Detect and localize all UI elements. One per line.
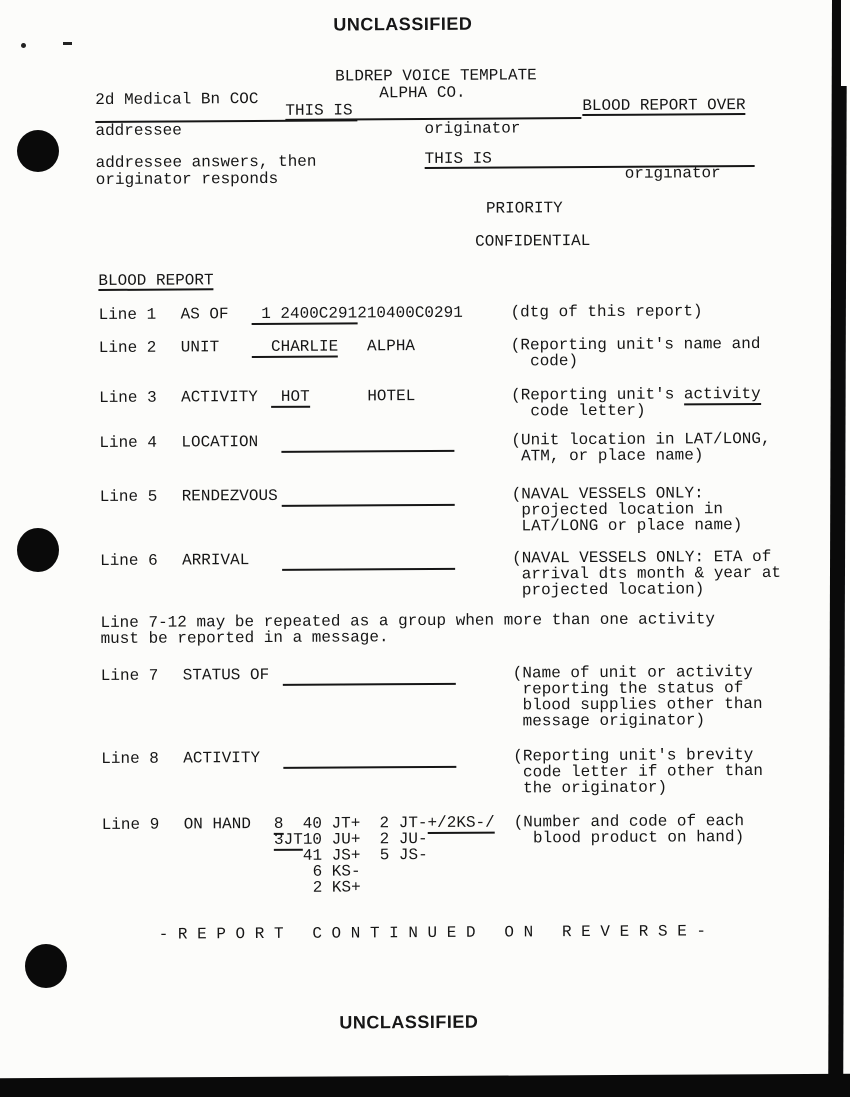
entry-text: the originator) (513, 778, 668, 798)
addressee-value: 2d Medical Bn COC (95, 90, 259, 110)
report-line-5 (99, 484, 790, 536)
template-title: BLDREP VOICE TEMPLATE (335, 66, 537, 86)
repeat-note-line-1: Line 7-12 may be repeated as a group when more than one activity (100, 610, 715, 632)
entry-text: 40 JT+ 2 JT- (283, 813, 428, 833)
entry-text (252, 388, 271, 406)
entry-text: reporting the status of (512, 679, 744, 699)
line-number-label: Line 6 (100, 551, 158, 570)
line-number-label: Line 3 (99, 388, 157, 407)
this-is-line-1: THIS IS (285, 101, 581, 121)
field-description-line (511, 353, 578, 369)
scan-speck-dot (21, 43, 26, 48)
field-description-line (512, 581, 704, 598)
entry-text: 2 KS+ (255, 878, 361, 898)
originator-caption: originator (424, 119, 521, 138)
entry-text: LAT/LONG or place name) (511, 516, 743, 536)
field-name-label: ON HAND (183, 815, 251, 834)
entry-text: (Reporting unit's brevity (513, 745, 754, 766)
entry-value-row (255, 879, 361, 896)
entry-text: projected location in (511, 500, 724, 520)
scan-edge-right-notch (841, 0, 850, 86)
entry-text: (Name of unit or activity (512, 663, 753, 683)
field-name-label: UNIT (180, 338, 220, 357)
line-number-label: Line 1 (98, 305, 157, 324)
hole-punch-bottom (25, 944, 67, 988)
report-line-7 (100, 663, 791, 731)
entry-underlined-text (283, 748, 456, 769)
field-name-label: RENDEZVOUS (181, 486, 278, 506)
entry-text: code letter if other than (513, 761, 764, 782)
entry-value-row (252, 338, 415, 355)
entry-text: blood product on hand) (513, 828, 745, 848)
field-description-line (511, 336, 761, 354)
entry-value-row (252, 433, 454, 450)
entry-text: 10 JU+ 2 JU- (302, 829, 428, 849)
entry-text (253, 551, 282, 569)
line-number-label: Line 8 (101, 749, 159, 768)
entry-text: blood supplies other than (512, 694, 763, 715)
classification-banner-bottom: UNCLASSIFIED (339, 1011, 479, 1033)
entry-underlined-text: activity (683, 384, 761, 404)
field-description-line (512, 517, 743, 534)
scan-speck-dash (63, 42, 72, 45)
exchange-note-line-1: addressee answers, then (95, 152, 317, 173)
field-description-line (511, 403, 646, 420)
scan-edge-bottom (0, 1074, 850, 1097)
report-line-3 (99, 384, 789, 421)
field-name-label: LOCATION (181, 433, 259, 452)
entry-underlined-text (283, 665, 456, 686)
field-description-line (511, 447, 703, 464)
entry-underlined-text: 8 (273, 814, 284, 833)
entry-text: 210400C0291 (357, 303, 463, 323)
report-line-6 (100, 547, 790, 600)
entry-value-row (253, 551, 455, 568)
entry-text (254, 666, 283, 684)
entry-underlined-text (282, 550, 455, 571)
field-description-line (511, 303, 703, 320)
entry-text: ATM, or place name) (511, 446, 704, 466)
entry-text: projected location) (512, 580, 705, 600)
entry-text: code letter) (511, 401, 646, 421)
originator-caption-2: originator (624, 164, 721, 183)
precedence-label: PRIORITY (485, 199, 563, 218)
entry-text (254, 749, 283, 767)
line-number-label: Line 4 (99, 433, 158, 452)
entry-value-row (254, 666, 456, 683)
entry-text: 6 KS- (254, 862, 361, 882)
entry-text: (Reporting unit's (511, 385, 684, 405)
report-title: BLOOD REPORT (98, 271, 214, 290)
field-name-label: ARRIVAL (182, 551, 250, 570)
exchange-note-line-2: originator responds (95, 169, 279, 190)
entry-text: (Unit location in LAT/LONG, (511, 429, 771, 450)
entry-text: HOTEL (309, 387, 416, 406)
entry-underlined-text (281, 486, 454, 507)
field-description-line (514, 829, 745, 846)
entry-text: (NAVAL VESSELS ONLY: (511, 484, 704, 504)
field-description-line (513, 712, 705, 729)
entry-text (253, 487, 282, 505)
field-name-label: STATUS OF (182, 665, 270, 685)
report-line-8 (101, 745, 791, 798)
entry-underlined-text: 3JT (273, 830, 303, 849)
report-line-9 (101, 812, 792, 898)
entry-value-row (252, 388, 415, 405)
entry-underlined-text: CHARLIE (251, 337, 339, 357)
classification-level-label: CONFIDENTIAL (475, 231, 591, 251)
entry-value-row (254, 749, 456, 766)
entry-text: arrival dts month & year at (512, 563, 782, 584)
entry-text: (dtg of this report) (510, 302, 703, 322)
entry-value-row (252, 305, 463, 322)
continued-on-reverse-note: - R E P O R T C O N T I N U E D O N R E V E R S E - (158, 922, 707, 944)
field-name-label: ACTIVITY (181, 388, 258, 407)
report-line-2 (98, 334, 789, 371)
entry-underlined-text: HOT (271, 387, 310, 406)
classification-banner-top: UNCLASSIFIED (333, 13, 473, 35)
line-number-label: Line 7 (100, 666, 159, 685)
field-description-line (513, 780, 667, 797)
field-name-label: AS OF (180, 305, 229, 324)
entry-text: message originator) (513, 711, 706, 731)
this-is-line-2: THIS IS (425, 149, 755, 169)
line-number-label: Line 2 (98, 338, 157, 357)
entry-text: 41 JS+ 5 JS- (254, 845, 428, 866)
report-line-1 (98, 302, 789, 324)
line-number-label: Line 9 (101, 815, 160, 834)
entry-value-row (253, 487, 455, 504)
blood-report-over-label: BLOOD REPORT OVER (582, 96, 746, 116)
entry-text (252, 433, 281, 451)
entry-text: code) (510, 352, 579, 371)
repeat-note-line-2: must be reported in a message. (100, 628, 389, 648)
addressee-blank-line (95, 104, 357, 123)
entry-underlined-text (281, 432, 454, 453)
hole-punch-top (17, 130, 59, 172)
addressee-caption: addressee (95, 121, 182, 141)
entry-text: (NAVAL VESSELS ONLY: ETA of (512, 547, 772, 568)
entry-text: ALPHA (338, 337, 416, 356)
entry-text: (Reporting unit's name and (510, 334, 761, 355)
hole-punch-middle (17, 528, 59, 572)
report-line-4 (99, 429, 789, 466)
entry-text: (Number and code of each (513, 812, 745, 832)
line-number-label: Line 5 (99, 487, 158, 506)
entry-value-row (255, 847, 428, 864)
entry-underlined-text: 1 2400C291 (251, 304, 358, 324)
originator-value: ALPHA CO. (379, 83, 466, 103)
entry-underlined-text: +/2KS-/ (427, 813, 495, 832)
field-name-label: ACTIVITY (183, 749, 261, 768)
